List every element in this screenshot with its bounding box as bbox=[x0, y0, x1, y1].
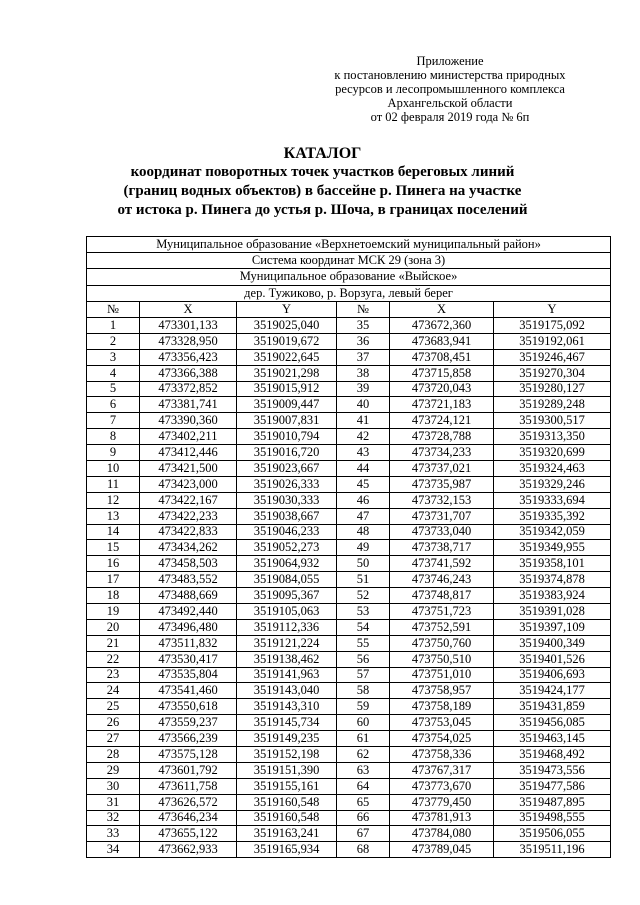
x-coordinate: 473735,987 bbox=[390, 476, 494, 492]
y-coordinate: 3519473,556 bbox=[494, 762, 611, 778]
table-row bbox=[87, 683, 611, 699]
point-number: 28 bbox=[87, 746, 140, 762]
point-number: 15 bbox=[87, 540, 140, 556]
point-number: 47 bbox=[337, 508, 390, 524]
y-coordinate: 3519342,059 bbox=[494, 524, 611, 540]
point-number: 12 bbox=[87, 492, 140, 508]
point-number: 18 bbox=[87, 588, 140, 604]
y-coordinate: 3519105,063 bbox=[237, 603, 337, 619]
y-coordinate: 3519463,145 bbox=[494, 731, 611, 747]
x-coordinate: 473758,336 bbox=[390, 746, 494, 762]
x-coordinate: 473611,758 bbox=[140, 778, 237, 794]
x-coordinate: 473731,707 bbox=[390, 508, 494, 524]
y-coordinate: 3519145,734 bbox=[237, 715, 337, 731]
table-row bbox=[87, 651, 611, 667]
y-coordinate: 3519406,693 bbox=[494, 667, 611, 683]
point-number: 5 bbox=[87, 381, 140, 397]
y-coordinate: 3519046,233 bbox=[237, 524, 337, 540]
table-row bbox=[87, 588, 611, 604]
x-coordinate: 473773,670 bbox=[390, 778, 494, 794]
y-coordinate: 3519511,196 bbox=[494, 842, 611, 858]
point-number: 30 bbox=[87, 778, 140, 794]
point-number: 52 bbox=[337, 588, 390, 604]
x-coordinate: 473655,122 bbox=[140, 826, 237, 842]
table-row bbox=[87, 492, 611, 508]
point-number: 14 bbox=[87, 524, 140, 540]
point-number: 45 bbox=[337, 476, 390, 492]
point-number: 36 bbox=[337, 333, 390, 349]
point-number: 65 bbox=[337, 794, 390, 810]
point-number: 66 bbox=[337, 810, 390, 826]
y-coordinate: 3519335,392 bbox=[494, 508, 611, 524]
point-number: 42 bbox=[337, 429, 390, 445]
point-number: 44 bbox=[337, 460, 390, 476]
y-coordinate: 3519015,912 bbox=[237, 381, 337, 397]
x-coordinate: 473381,741 bbox=[140, 397, 237, 413]
municipality-row bbox=[87, 237, 611, 253]
y-coordinate: 3519025,040 bbox=[237, 317, 337, 333]
column-header: Y bbox=[494, 301, 611, 317]
x-coordinate: 473720,043 bbox=[390, 381, 494, 397]
point-number: 7 bbox=[87, 413, 140, 429]
table-row bbox=[87, 365, 611, 381]
appendix-line: ресурсов и лесопромышленного комплекса bbox=[335, 82, 565, 96]
settlement-row bbox=[87, 269, 611, 285]
point-number: 55 bbox=[337, 635, 390, 651]
point-number: 8 bbox=[87, 429, 140, 445]
point-number: 40 bbox=[337, 397, 390, 413]
point-number: 11 bbox=[87, 476, 140, 492]
point-number: 20 bbox=[87, 619, 140, 635]
column-header: X bbox=[390, 301, 494, 317]
point-number: 38 bbox=[337, 365, 390, 381]
table-row bbox=[87, 413, 611, 429]
point-number: 13 bbox=[87, 508, 140, 524]
x-coordinate: 473301,133 bbox=[140, 317, 237, 333]
x-coordinate: 473511,832 bbox=[140, 635, 237, 651]
point-number: 21 bbox=[87, 635, 140, 651]
point-number: 67 bbox=[337, 826, 390, 842]
point-number: 56 bbox=[337, 651, 390, 667]
point-number: 32 bbox=[87, 810, 140, 826]
table-row bbox=[87, 540, 611, 556]
x-coordinate: 473779,450 bbox=[390, 794, 494, 810]
title-line: координат поворотных точек участков береговых линий bbox=[130, 164, 515, 180]
x-coordinate: 473421,500 bbox=[140, 460, 237, 476]
x-coordinate: 473423,000 bbox=[140, 476, 237, 492]
y-coordinate: 3519246,467 bbox=[494, 349, 611, 365]
settlement-name: Муниципальное образование «Выйское» bbox=[87, 269, 611, 285]
x-coordinate: 473753,045 bbox=[390, 715, 494, 731]
point-number: 63 bbox=[337, 762, 390, 778]
point-number: 22 bbox=[87, 651, 140, 667]
x-coordinate: 473566,239 bbox=[140, 731, 237, 747]
point-number: 29 bbox=[87, 762, 140, 778]
x-coordinate: 473672,360 bbox=[390, 317, 494, 333]
point-number: 53 bbox=[337, 603, 390, 619]
table-row bbox=[87, 635, 611, 651]
x-coordinate: 473559,237 bbox=[140, 715, 237, 731]
point-number: 10 bbox=[87, 460, 140, 476]
table-row bbox=[87, 524, 611, 540]
y-coordinate: 3519052,273 bbox=[237, 540, 337, 556]
y-coordinate: 3519009,447 bbox=[237, 397, 337, 413]
y-coordinate: 3519155,161 bbox=[237, 778, 337, 794]
table-row bbox=[87, 731, 611, 747]
point-number: 27 bbox=[87, 731, 140, 747]
x-coordinate: 473733,040 bbox=[390, 524, 494, 540]
coordinate-system: Система координат МСК 29 (зона 3) bbox=[87, 253, 611, 269]
y-coordinate: 3519349,955 bbox=[494, 540, 611, 556]
table-row bbox=[87, 794, 611, 810]
column-header: № bbox=[337, 301, 390, 317]
table-row bbox=[87, 381, 611, 397]
x-coordinate: 473746,243 bbox=[390, 572, 494, 588]
x-coordinate: 473422,233 bbox=[140, 508, 237, 524]
x-coordinate: 473721,183 bbox=[390, 397, 494, 413]
x-coordinate: 473738,717 bbox=[390, 540, 494, 556]
point-number: 3 bbox=[87, 349, 140, 365]
point-number: 62 bbox=[337, 746, 390, 762]
y-coordinate: 3519022,645 bbox=[237, 349, 337, 365]
x-coordinate: 473752,591 bbox=[390, 619, 494, 635]
table-row bbox=[87, 762, 611, 778]
point-number: 34 bbox=[87, 842, 140, 858]
table-row bbox=[87, 429, 611, 445]
table-row bbox=[87, 778, 611, 794]
point-number: 58 bbox=[337, 683, 390, 699]
column-header: № bbox=[87, 301, 140, 317]
x-coordinate: 473662,933 bbox=[140, 842, 237, 858]
point-number: 39 bbox=[337, 381, 390, 397]
x-coordinate: 473458,503 bbox=[140, 556, 237, 572]
x-coordinate: 473784,080 bbox=[390, 826, 494, 842]
y-coordinate: 3519487,895 bbox=[494, 794, 611, 810]
y-coordinate: 3519019,672 bbox=[237, 333, 337, 349]
x-coordinate: 473541,460 bbox=[140, 683, 237, 699]
table-row bbox=[87, 556, 611, 572]
y-coordinate: 3519016,720 bbox=[237, 445, 337, 461]
y-coordinate: 3519468,492 bbox=[494, 746, 611, 762]
table-row bbox=[87, 826, 611, 842]
point-number: 17 bbox=[87, 572, 140, 588]
y-coordinate: 3519007,831 bbox=[237, 413, 337, 429]
point-number: 26 bbox=[87, 715, 140, 731]
point-number: 37 bbox=[337, 349, 390, 365]
y-coordinate: 3519021,298 bbox=[237, 365, 337, 381]
x-coordinate: 473758,189 bbox=[390, 699, 494, 715]
x-coordinate: 473715,858 bbox=[390, 365, 494, 381]
y-coordinate: 3519160,548 bbox=[237, 794, 337, 810]
y-coordinate: 3519329,246 bbox=[494, 476, 611, 492]
y-coordinate: 3519280,127 bbox=[494, 381, 611, 397]
y-coordinate: 3519506,055 bbox=[494, 826, 611, 842]
table-row bbox=[87, 476, 611, 492]
x-coordinate: 473492,440 bbox=[140, 603, 237, 619]
x-coordinate: 473434,262 bbox=[140, 540, 237, 556]
x-coordinate: 473728,788 bbox=[390, 429, 494, 445]
x-coordinate: 473750,760 bbox=[390, 635, 494, 651]
y-coordinate: 3519289,248 bbox=[494, 397, 611, 413]
x-coordinate: 473575,128 bbox=[140, 746, 237, 762]
column-header: Y bbox=[237, 301, 337, 317]
table-row bbox=[87, 603, 611, 619]
y-coordinate: 3519160,548 bbox=[237, 810, 337, 826]
point-number: 50 bbox=[337, 556, 390, 572]
point-number: 16 bbox=[87, 556, 140, 572]
point-number: 35 bbox=[337, 317, 390, 333]
y-coordinate: 3519030,333 bbox=[237, 492, 337, 508]
x-coordinate: 473496,480 bbox=[140, 619, 237, 635]
x-coordinate: 473724,121 bbox=[390, 413, 494, 429]
column-header: X bbox=[140, 301, 237, 317]
y-coordinate: 3519026,333 bbox=[237, 476, 337, 492]
x-coordinate: 473750,510 bbox=[390, 651, 494, 667]
point-number: 61 bbox=[337, 731, 390, 747]
y-coordinate: 3519333,694 bbox=[494, 492, 611, 508]
x-coordinate: 473372,852 bbox=[140, 381, 237, 397]
x-coordinate: 473646,234 bbox=[140, 810, 237, 826]
y-coordinate: 3519324,463 bbox=[494, 460, 611, 476]
table-row bbox=[87, 460, 611, 476]
x-coordinate: 473483,552 bbox=[140, 572, 237, 588]
point-number: 49 bbox=[337, 540, 390, 556]
y-coordinate: 3519175,092 bbox=[494, 317, 611, 333]
y-coordinate: 3519192,061 bbox=[494, 333, 611, 349]
y-coordinate: 3519095,367 bbox=[237, 588, 337, 604]
y-coordinate: 3519143,040 bbox=[237, 683, 337, 699]
catalog-title bbox=[80, 144, 565, 220]
y-coordinate: 3519064,932 bbox=[237, 556, 337, 572]
x-coordinate: 473789,045 bbox=[390, 842, 494, 858]
y-coordinate: 3519374,878 bbox=[494, 572, 611, 588]
x-coordinate: 473601,792 bbox=[140, 762, 237, 778]
point-number: 25 bbox=[87, 699, 140, 715]
y-coordinate: 3519141,963 bbox=[237, 667, 337, 683]
x-coordinate: 473767,317 bbox=[390, 762, 494, 778]
point-number: 48 bbox=[337, 524, 390, 540]
x-coordinate: 473390,360 bbox=[140, 413, 237, 429]
table-row bbox=[87, 715, 611, 731]
y-coordinate: 3519149,235 bbox=[237, 731, 337, 747]
table-row bbox=[87, 508, 611, 524]
point-number: 19 bbox=[87, 603, 140, 619]
y-coordinate: 3519112,336 bbox=[237, 619, 337, 635]
page-title: КАТАЛОГ bbox=[283, 145, 362, 162]
y-coordinate: 3519038,667 bbox=[237, 508, 337, 524]
coordinates-table bbox=[86, 236, 611, 858]
point-number: 43 bbox=[337, 445, 390, 461]
point-number: 51 bbox=[337, 572, 390, 588]
y-coordinate: 3519084,055 bbox=[237, 572, 337, 588]
y-coordinate: 3519313,350 bbox=[494, 429, 611, 445]
coordinate-system-row bbox=[87, 253, 611, 269]
x-coordinate: 473781,913 bbox=[390, 810, 494, 826]
title-line: (границ водных объектов) в бассейне р. Пинега на участке bbox=[123, 183, 522, 199]
point-number: 68 bbox=[337, 842, 390, 858]
appendix-line: от 02 февраля 2019 года № 6п bbox=[370, 110, 530, 124]
y-coordinate: 3519121,224 bbox=[237, 635, 337, 651]
point-number: 6 bbox=[87, 397, 140, 413]
point-number: 54 bbox=[337, 619, 390, 635]
y-coordinate: 3519270,304 bbox=[494, 365, 611, 381]
table-row bbox=[87, 842, 611, 858]
point-number: 9 bbox=[87, 445, 140, 461]
point-number: 59 bbox=[337, 699, 390, 715]
table-row bbox=[87, 333, 611, 349]
x-coordinate: 473402,211 bbox=[140, 429, 237, 445]
y-coordinate: 3519383,924 bbox=[494, 588, 611, 604]
x-coordinate: 473530,417 bbox=[140, 651, 237, 667]
table-row bbox=[87, 317, 611, 333]
table-row bbox=[87, 699, 611, 715]
y-coordinate: 3519165,934 bbox=[237, 842, 337, 858]
point-number: 23 bbox=[87, 667, 140, 683]
x-coordinate: 473734,233 bbox=[390, 445, 494, 461]
y-coordinate: 3519138,462 bbox=[237, 651, 337, 667]
point-number: 60 bbox=[337, 715, 390, 731]
point-number: 46 bbox=[337, 492, 390, 508]
y-coordinate: 3519152,198 bbox=[237, 746, 337, 762]
x-coordinate: 473748,817 bbox=[390, 588, 494, 604]
x-coordinate: 473737,021 bbox=[390, 460, 494, 476]
x-coordinate: 473758,957 bbox=[390, 683, 494, 699]
table-row bbox=[87, 445, 611, 461]
x-coordinate: 473366,388 bbox=[140, 365, 237, 381]
point-number: 31 bbox=[87, 794, 140, 810]
section-row bbox=[87, 285, 611, 301]
x-coordinate: 473751,723 bbox=[390, 603, 494, 619]
column-header-row bbox=[87, 301, 611, 317]
x-coordinate: 473535,804 bbox=[140, 667, 237, 683]
y-coordinate: 3519358,101 bbox=[494, 556, 611, 572]
appendix-line: к постановлению министерства природных bbox=[334, 68, 566, 82]
appendix-line: Архангельской области bbox=[387, 96, 513, 110]
point-number: 64 bbox=[337, 778, 390, 794]
table-row bbox=[87, 397, 611, 413]
x-coordinate: 473732,153 bbox=[390, 492, 494, 508]
y-coordinate: 3519400,349 bbox=[494, 635, 611, 651]
y-coordinate: 3519397,109 bbox=[494, 619, 611, 635]
y-coordinate: 3519151,390 bbox=[237, 762, 337, 778]
y-coordinate: 3519300,517 bbox=[494, 413, 611, 429]
x-coordinate: 473626,572 bbox=[140, 794, 237, 810]
point-number: 57 bbox=[337, 667, 390, 683]
x-coordinate: 473754,025 bbox=[390, 731, 494, 747]
y-coordinate: 3519498,555 bbox=[494, 810, 611, 826]
x-coordinate: 473751,010 bbox=[390, 667, 494, 683]
x-coordinate: 473741,592 bbox=[390, 556, 494, 572]
x-coordinate: 473550,618 bbox=[140, 699, 237, 715]
table-row bbox=[87, 349, 611, 365]
point-number: 41 bbox=[337, 413, 390, 429]
y-coordinate: 3519401,526 bbox=[494, 651, 611, 667]
y-coordinate: 3519477,586 bbox=[494, 778, 611, 794]
section-name: дер. Тужиково, р. Ворзуга, левый берег bbox=[87, 285, 611, 301]
x-coordinate: 473422,833 bbox=[140, 524, 237, 540]
table-row bbox=[87, 572, 611, 588]
point-number: 4 bbox=[87, 365, 140, 381]
title-line: от истока р. Пинега до устья р. Шоча, в границах поселений bbox=[117, 202, 528, 218]
x-coordinate: 473488,669 bbox=[140, 588, 237, 604]
x-coordinate: 473412,446 bbox=[140, 445, 237, 461]
x-coordinate: 473422,167 bbox=[140, 492, 237, 508]
municipality-name: Муниципальное образование «Верхнетоемский муниципальный район» bbox=[87, 237, 611, 253]
y-coordinate: 3519143,310 bbox=[237, 699, 337, 715]
y-coordinate: 3519391,028 bbox=[494, 603, 611, 619]
x-coordinate: 473683,941 bbox=[390, 333, 494, 349]
y-coordinate: 3519320,699 bbox=[494, 445, 611, 461]
point-number: 24 bbox=[87, 683, 140, 699]
x-coordinate: 473708,451 bbox=[390, 349, 494, 365]
appendix-header bbox=[300, 54, 600, 124]
appendix-line: Приложение bbox=[416, 54, 484, 68]
y-coordinate: 3519456,085 bbox=[494, 715, 611, 731]
x-coordinate: 473328,950 bbox=[140, 333, 237, 349]
y-coordinate: 3519010,794 bbox=[237, 429, 337, 445]
point-number: 2 bbox=[87, 333, 140, 349]
x-coordinate: 473356,423 bbox=[140, 349, 237, 365]
table-row bbox=[87, 810, 611, 826]
point-number: 1 bbox=[87, 317, 140, 333]
table-row bbox=[87, 667, 611, 683]
y-coordinate: 3519431,859 bbox=[494, 699, 611, 715]
table-row bbox=[87, 619, 611, 635]
y-coordinate: 3519023,667 bbox=[237, 460, 337, 476]
y-coordinate: 3519424,177 bbox=[494, 683, 611, 699]
table-row bbox=[87, 746, 611, 762]
y-coordinate: 3519163,241 bbox=[237, 826, 337, 842]
point-number: 33 bbox=[87, 826, 140, 842]
